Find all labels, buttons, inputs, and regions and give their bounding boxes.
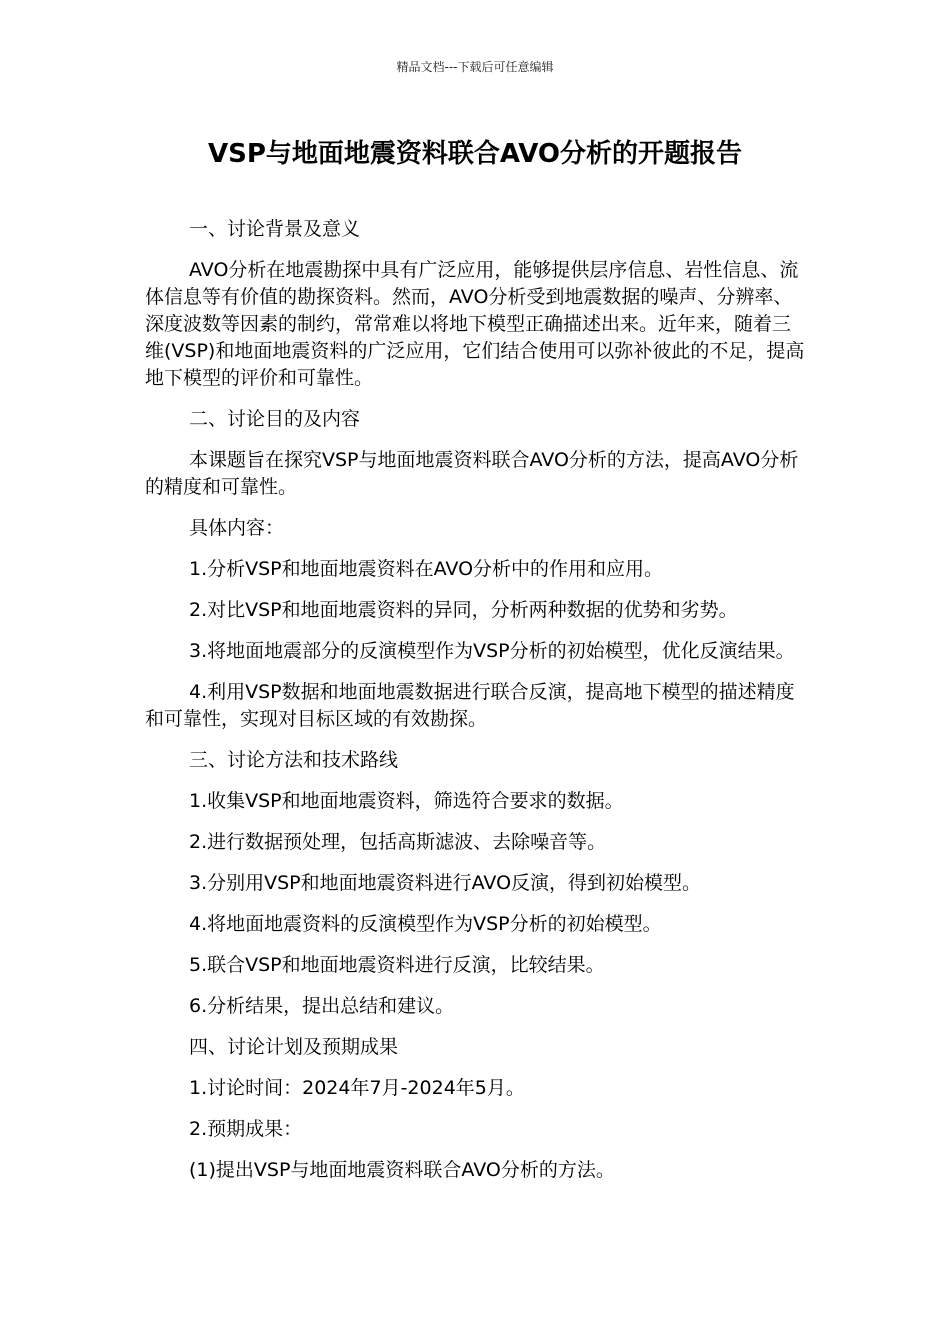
paragraph: 本课题旨在探究VSP与地面地震资料联合AVO分析的方法，提高AVO分析的精度和可靠性。: [145, 449, 799, 498]
list-item: 4.利用VSP数据和地面地震数据进行联合反演，提高地下模型的描述精度和可靠性，实现对目标区域的有效勘探。: [145, 681, 795, 730]
list-item: 6.分析结果，提出总结和建议。: [189, 995, 455, 1017]
document-title: VSP与地面地震资料联合AVO分析的开题报告: [207, 139, 743, 169]
paragraph: AVO分析在地震勘探中具有广泛应用，能够提供层序信息、岩性信息、流体信息等有价值的勘探资料。然而，AVO分析受到地震数据的噪声、分辨率、深度波数等因素的制约，常常难以将地下模型正确描述出来。近年来，随着三维(VSP)和地面地震资料的广泛应用，它们结合使用可以弥补彼此的不足，提高地下模型的评价和可靠性。: [145, 259, 805, 389]
list-item: 2.进行数据预处理，包括高斯滤波、去除噪音等。: [189, 831, 607, 853]
list-item: 2.预期成果：: [189, 1118, 303, 1140]
section-heading: 一、讨论背景及意义: [189, 218, 361, 240]
section-heading: 三、讨论方法和技术路线: [189, 749, 399, 771]
section-heading: 四、讨论计划及预期成果: [189, 1036, 399, 1058]
list-item: 2.对比VSP和地面地震资料的异同，分析两种数据的优势和劣势。: [189, 599, 738, 621]
section-heading: 二、讨论目的及内容: [189, 408, 361, 430]
paragraph: 具体内容：: [189, 517, 285, 539]
page-header: 精品文档---下载后可任意编辑: [396, 60, 554, 74]
list-item: 1.讨论时间：2024年7月-2024年5月。: [189, 1077, 525, 1099]
list-item: 3.将地面地震部分的反演模型作为VSP分析的初始模型，优化反演结果。: [189, 640, 795, 662]
list-item: 1.收集VSP和地面地震资料，筛选符合要求的数据。: [189, 790, 624, 812]
list-item: (1)提出VSP与地面地震资料联合AVO分析的方法。: [189, 1159, 615, 1181]
list-item: 1.分析VSP和地面地震资料在AVO分析中的作用和应用。: [189, 558, 664, 580]
list-item: 4.将地面地震资料的反演模型作为VSP分析的初始模型。: [189, 913, 662, 935]
list-item: 3.分别用VSP和地面地震资料进行AVO反演，得到初始模型。: [189, 872, 702, 894]
list-item: 5.联合VSP和地面地震资料进行反演，比较结果。: [189, 954, 605, 976]
document-body: [145, 216, 805, 1198]
